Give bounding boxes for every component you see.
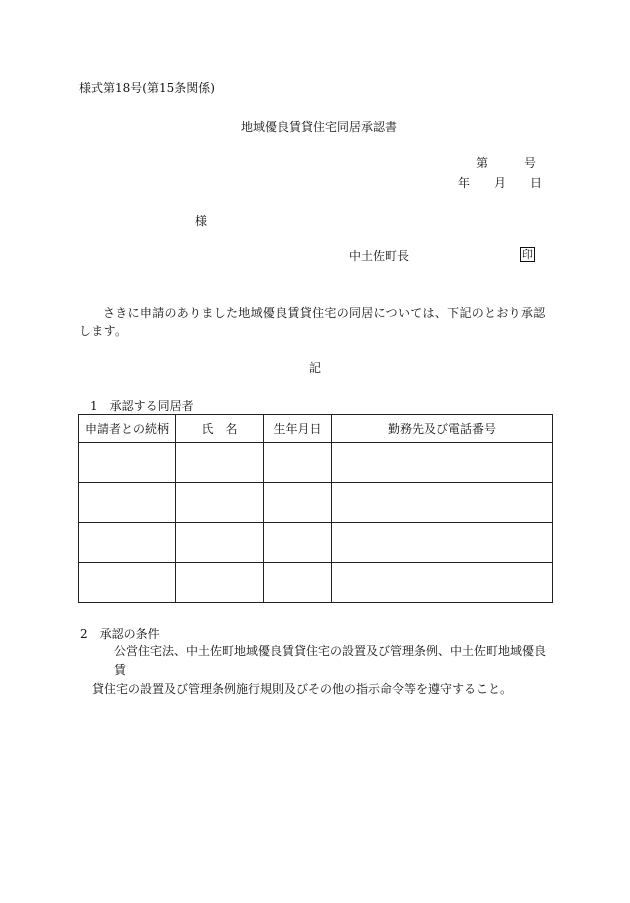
doc-number-dai: 第 bbox=[476, 156, 489, 170]
column-header-name: 氏 名 bbox=[176, 415, 264, 443]
date-month-label: 月 bbox=[494, 176, 507, 190]
ki-heading: 記 bbox=[308, 361, 321, 375]
document-title-row bbox=[0, 119, 630, 135]
table-cell[interactable] bbox=[264, 523, 332, 563]
table-cell[interactable] bbox=[79, 563, 176, 603]
table-cell[interactable] bbox=[264, 443, 332, 483]
table-cell[interactable] bbox=[176, 523, 264, 563]
table-cell[interactable] bbox=[332, 523, 553, 563]
section2-heading: 2 承認の条件 bbox=[80, 627, 160, 641]
date-day-label: 日 bbox=[530, 176, 543, 190]
conditions-text bbox=[92, 642, 552, 699]
conditions-line-2: 貸住宅の設置及び管理条例施行規則及びその他の指示命令等を遵守すること。 bbox=[92, 682, 513, 696]
document-title: 地域優良賃貸住宅同居承認書 bbox=[240, 120, 397, 134]
table-row bbox=[79, 483, 553, 523]
table-cell[interactable] bbox=[332, 483, 553, 523]
table-cell[interactable] bbox=[264, 563, 332, 603]
table-row bbox=[79, 443, 553, 483]
table-cell[interactable] bbox=[332, 563, 553, 603]
table-row bbox=[79, 523, 553, 563]
table-cell[interactable] bbox=[79, 443, 176, 483]
table-cell[interactable] bbox=[176, 483, 264, 523]
table-cell[interactable] bbox=[176, 443, 264, 483]
cohabitant-table bbox=[78, 414, 553, 603]
column-header-birthdate: 生年月日 bbox=[264, 415, 332, 443]
issuer-name: 中土佐町長 bbox=[349, 249, 410, 263]
doc-number-go: 号 bbox=[524, 156, 537, 170]
table-header-row bbox=[79, 415, 553, 443]
table-cell[interactable] bbox=[264, 483, 332, 523]
column-header-relation: 申請者との続柄 bbox=[79, 415, 176, 443]
column-header-workplace-phone: 勤務先及び電話番号 bbox=[332, 415, 553, 443]
addressee-suffix: 様 bbox=[195, 214, 208, 228]
table-cell[interactable] bbox=[332, 443, 553, 483]
table-cell[interactable] bbox=[79, 523, 176, 563]
form-number: 様式第18号(第15条関係) bbox=[79, 81, 215, 95]
table-cell[interactable] bbox=[176, 563, 264, 603]
table-row bbox=[79, 563, 553, 603]
conditions-line-1: 公営住宅法、中土佐町地域優良賃貸住宅の設置及び管理条例、中土佐町地域優良賃 bbox=[114, 644, 547, 677]
date-year-label: 年 bbox=[458, 176, 471, 190]
table-cell[interactable] bbox=[79, 483, 176, 523]
body-text: さきに申請のありました地域優良賃貸住宅の同居については、下記のとおり承認します。 bbox=[79, 306, 546, 338]
section1-heading: 1 承認する同居者 bbox=[90, 399, 194, 413]
seal-box: 印 bbox=[522, 248, 533, 261]
